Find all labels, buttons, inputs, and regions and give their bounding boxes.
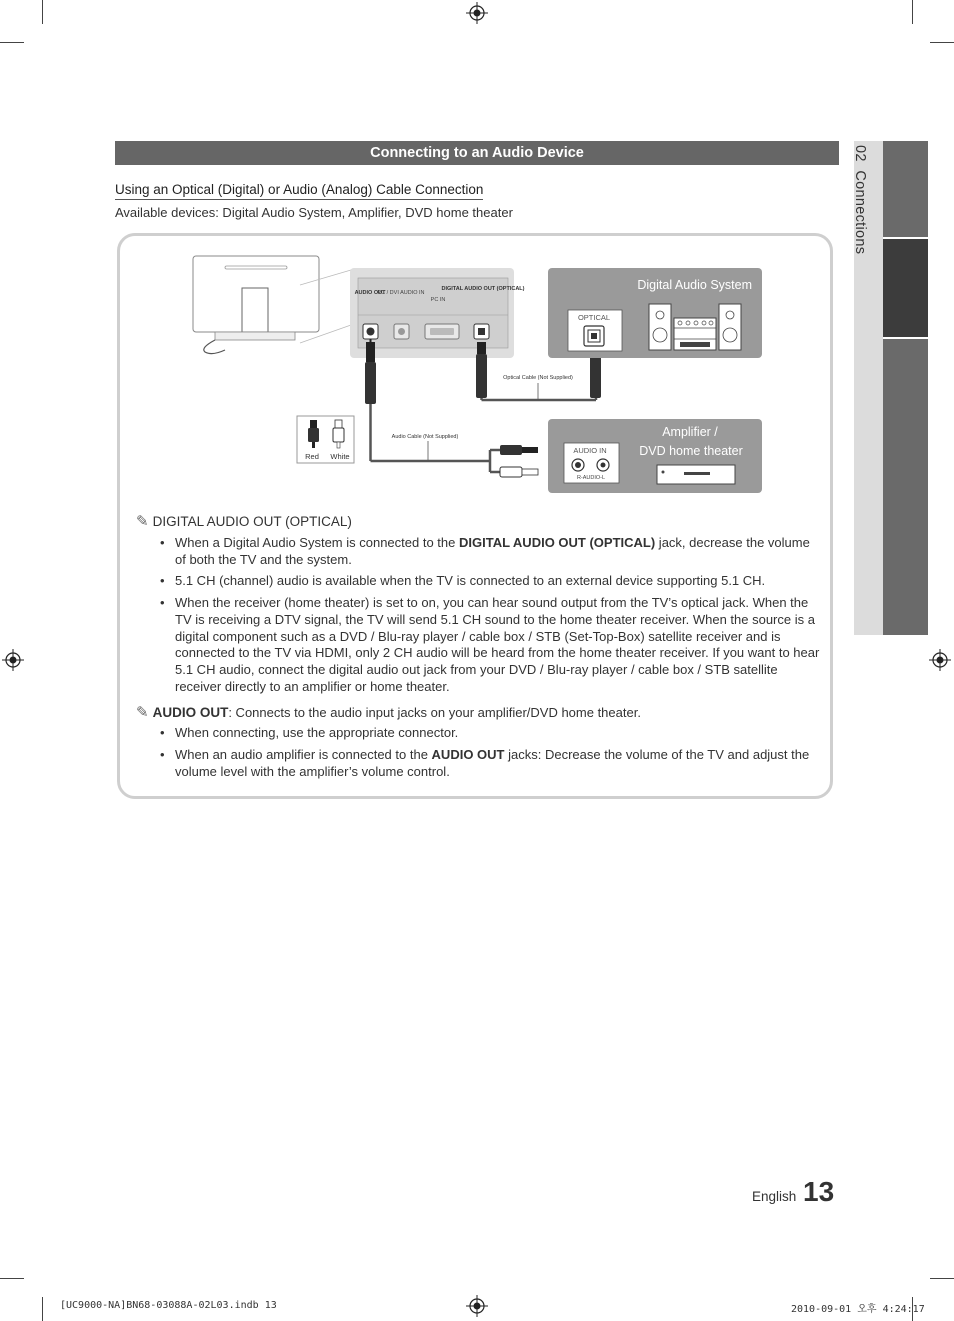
available-devices: Available devices: Digital Audio System, Amplifier, DVD home theater: [115, 205, 513, 220]
registration-mark-icon: [466, 1295, 488, 1317]
amplifier-label-1: Amplifier /: [662, 425, 718, 439]
list-item: • When connecting, use the appropriate connector.: [160, 725, 459, 740]
plug-label-red: Red: [305, 452, 319, 461]
note-audio-out-desc: : Connects to the audio input jacks on your amplifier/DVD home theater.: [228, 705, 641, 720]
optical-cable-label: Optical Cable (Not Supplied): [503, 375, 573, 381]
list-item: • When a Digital Audio System is connected to the DIGITAL AUDIO OUT (OPTICAL) jack, decrease the volume of both the TV and the system.: [160, 535, 810, 567]
registration-mark-icon: [2, 649, 24, 671]
digital-audio-system-label: Digital Audio System: [637, 278, 752, 292]
note-pencil-icon: ✎: [136, 704, 149, 721]
optical-port-label: OPTICAL: [577, 313, 611, 322]
port-label-audio-out: AUDIO OUT: [354, 290, 386, 296]
section-title: Connecting to an Audio Device: [115, 141, 839, 165]
dvd-player-icon: [657, 465, 735, 484]
print-slug-file: [UC9000-NA]BN68-03088A-02L03.indb 13: [60, 1300, 277, 1311]
audio-in-label: AUDIO IN: [573, 446, 607, 455]
audio-cable-label: Audio Cable (Not Supplied): [391, 434, 459, 440]
port-label-pc-dvi: PC / DVI AUDIO IN: [377, 290, 425, 296]
bullet-dot: •: [160, 573, 165, 588]
registration-mark-icon: [929, 649, 951, 671]
connection-diagram-svg: [0, 0, 954, 500]
connection-diagram: [0, 0, 954, 500]
note-pencil-icon: ✎: [136, 513, 149, 530]
page-number: 13: [803, 1176, 835, 1207]
bullet-dot: •: [160, 725, 165, 740]
note-audio-out-head: AUDIO OUT: [152, 705, 229, 720]
chapter-title: Connections: [852, 170, 868, 255]
crop-mark: [42, 1297, 43, 1321]
r-audio-l-label: R-AUDIO-L: [576, 475, 606, 481]
bullet-dot: •: [160, 747, 165, 762]
note-audio-out: [136, 703, 641, 721]
port-label-digital: DIGITAL AUDIO OUT (OPTICAL): [441, 286, 525, 292]
port-label-pc-in: PC IN: [430, 297, 446, 303]
chapter-number: 02: [852, 145, 868, 162]
note-digital-audio-out: [136, 512, 352, 530]
list-item: • 5.1 CH (channel) audio is available when the TV is connected to an external device supporting 5.1 CH.: [160, 573, 766, 588]
amplifier-label-2: DVD home theater: [639, 444, 743, 458]
list-item: • When the receiver (home theater) is set to on, you can hear sound output from the TV’s optical jack. When the TV is receiving a DTV signal, the TV will send 5.1 CH sound to the home theater receiver. When the source is a digital component such as a DVD / Blu-ray player / cable box / STB (Set-Top-Box) satellite receiver and is connected to the TV via HDMI, only 2 CH audio will be heard from the home theater receiver. If you want to hear 5.1 CH audio, connect the digital audio out jack from your DVD / Blu-ray player / cable box / STB satellite receiver directly to an amplifier or home theater.: [160, 595, 820, 694]
bullet-dot: •: [160, 595, 165, 610]
bullet-dot: •: [160, 535, 165, 550]
plug-label-white: White: [330, 452, 350, 461]
note-digital-head: DIGITAL AUDIO OUT (OPTICAL): [152, 514, 352, 529]
subheading: Using an Optical (Digital) or Audio (Analog) Cable Connection: [115, 182, 483, 200]
crop-mark: [0, 1278, 24, 1279]
footer-language: English: [752, 1189, 797, 1204]
tv-icon: [193, 256, 351, 354]
list-item: • When an audio amplifier is connected to the AUDIO OUT jacks: Decrease the volume of the TV and adjust the volume level with the amplifier’s volume control.: [160, 747, 810, 779]
crop-mark: [930, 1278, 954, 1279]
print-slug-date: 2010-09-01 오후 4:24:17: [791, 1304, 925, 1315]
